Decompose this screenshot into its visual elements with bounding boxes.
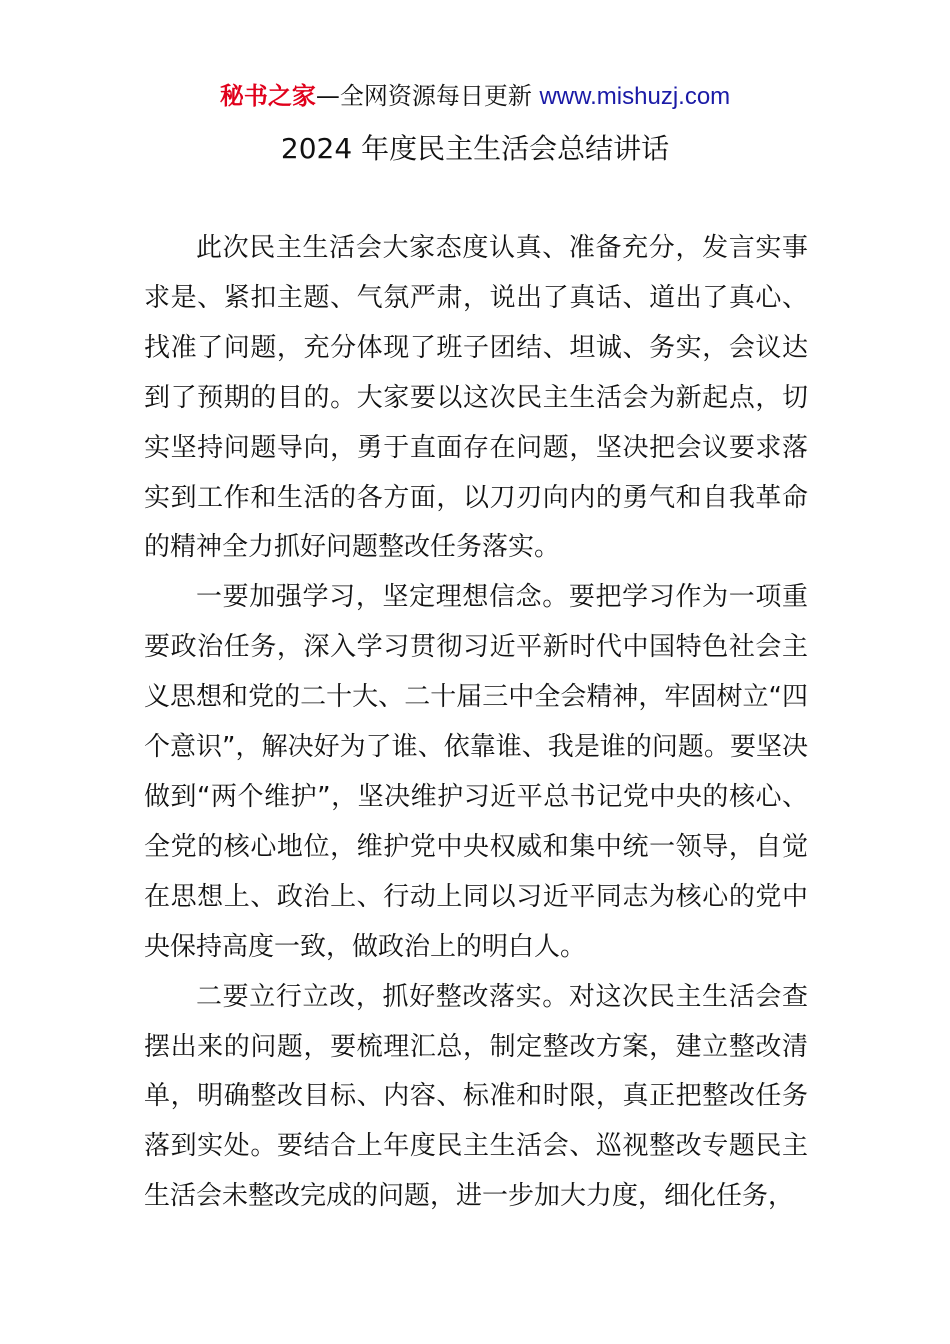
brand-name: 秘书之家 [219,82,316,110]
header-separator: — [315,82,340,110]
paragraph-point-one: 一要加强学习，坚定理想信念。要把学习作为一项重要政治任务，深入学习贯彻习近平新时代中国特色社会主义思想和党的二十大、二十届三中全会精神，牢固树立“四个意识”，解决好为了谁、依靠谁、我是谁的问题。要坚决做到“两个维护”，坚决维护习近平总书记党中央的核心、全党的核心地位，维护党中央权威和集中统一领导，自觉在思想上、政治上、行动上同以习近平同志为核心的党中央保持高度一致，做政治上的明白人。 [144,582,808,962]
header-tagline: 全网资源每日更新 [339,82,532,110]
document-title: 2024 年度民主生活会总结讲话 [280,132,670,165]
document-body [144,224,808,1222]
site-url-link[interactable]: www.mishuzj.com [539,83,731,110]
paragraph-intro: 此次民主生活会大家态度认真、准备充分，发言实事求是、紧扣主题、气氛严肃，说出了真话、道出了真心、找准了问题，充分体现了班子团结、坦诚、务实，会议达到了预期的目的。大家要以这次民主生活会为新起点，切实坚持问题导向，勇于直面存在问题，坚决把会议要求落实到工作和生活的各方面，以刀刃向内的勇气和自我革命的精神全力抓好问题整改任务落实。 [144,233,808,563]
paragraph-point-two: 二要立行立改，抓好整改落实。对这次民主生活会查摆出来的问题，要梳理汇总，制定整改方案，建立整改清单，明确整改目标、内容、标准和时限，真正把整改任务落到实处。要结合上年度民主生活会、巡视整改专题民主生活会未整改完成的问题，进一步加大力度，细化任务， [144,981,808,1212]
site-header [0,80,950,113]
